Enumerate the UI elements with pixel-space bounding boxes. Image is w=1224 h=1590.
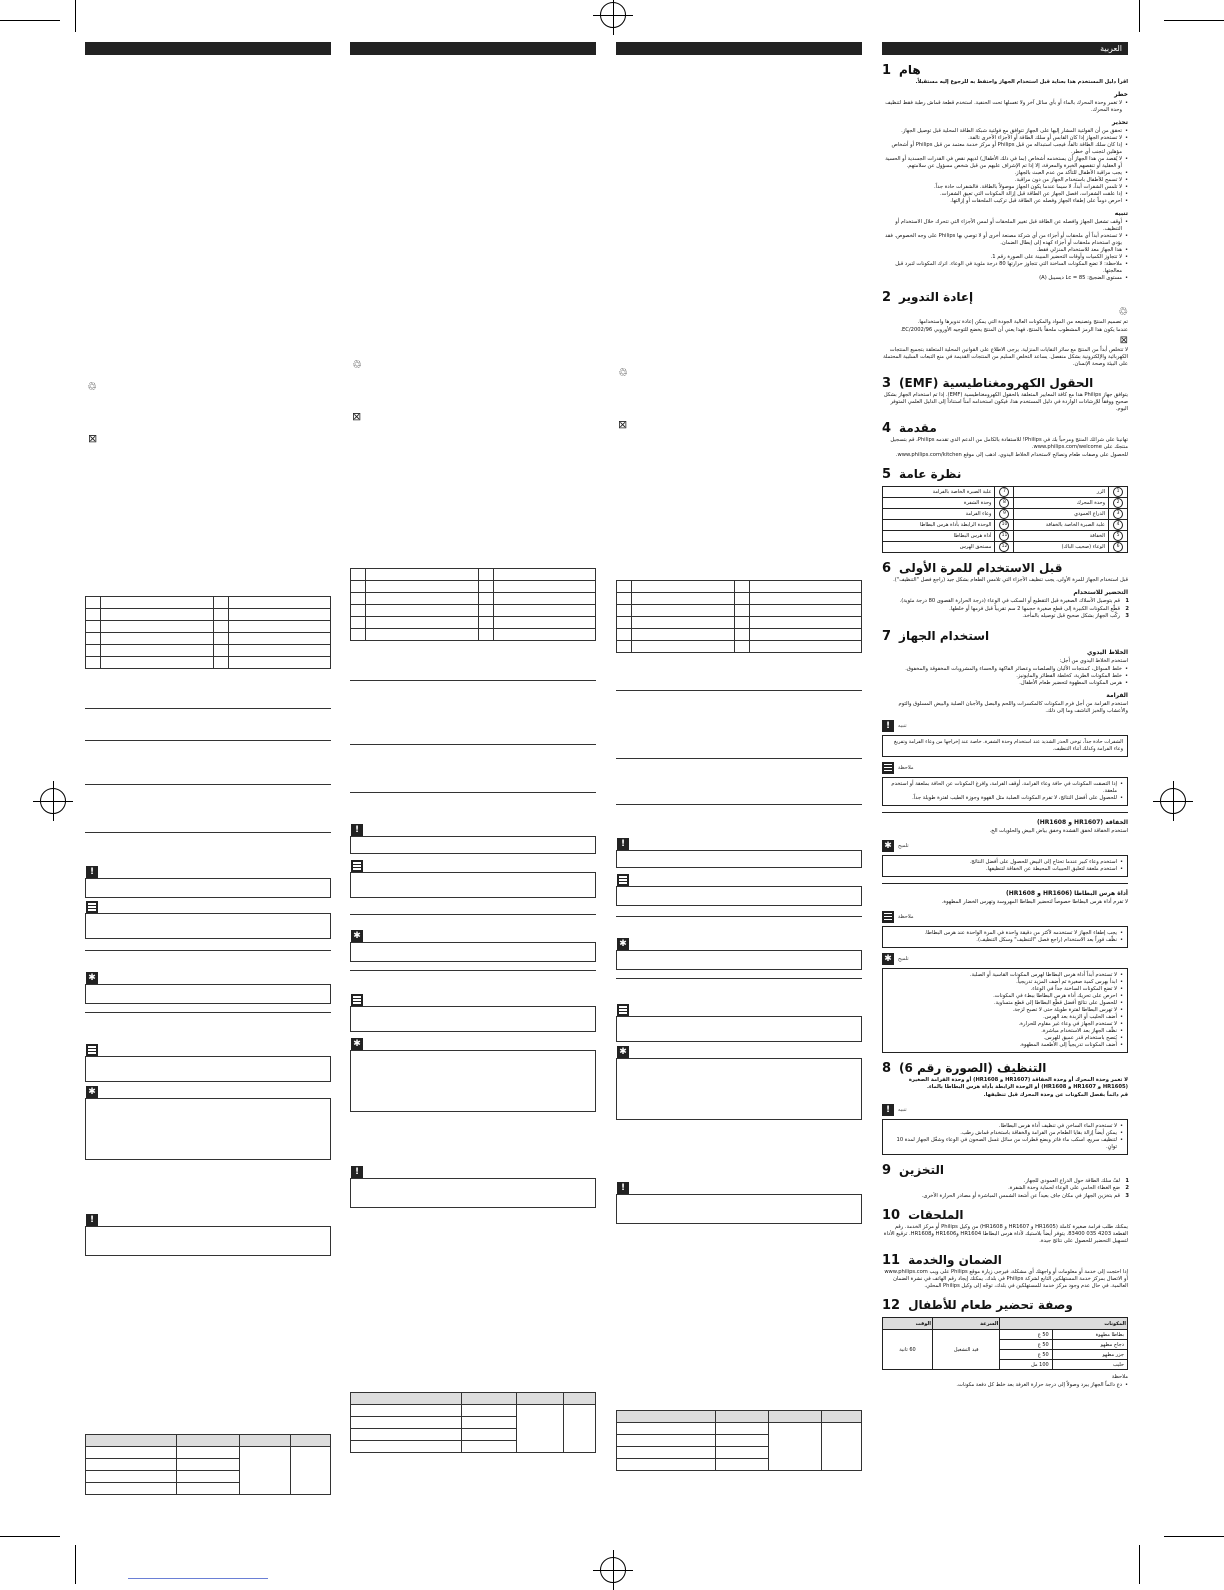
divider — [616, 978, 862, 979]
list-item: • احرص على تحريك أداة هرس البطاطا ببطء في المكونات. — [887, 993, 1117, 1000]
list-item — [882, 613, 1129, 621]
list-item: • خلط السوائل، كمنتجات الألبان والصلصات وعصائر الفاكهة والحساء والمشروبات المخفوقة والمخفوق. — [882, 666, 1122, 673]
part-number: 11 — [999, 531, 1009, 541]
tip-box-header — [882, 840, 1128, 852]
list-item: • يجب إطفاء الجهاز لا تستخدمه لأكثر من دقيقة واحدة في المرة الواحدة عند هرس البطاطا. — [887, 930, 1117, 937]
section-number: 3 — [882, 376, 892, 391]
speed-cell: قيد التشغيل — [932, 1330, 999, 1370]
section-12-heading — [882, 1298, 1128, 1313]
caution-box-placeholder — [85, 867, 331, 898]
tip-label: تلميح — [898, 955, 909, 962]
list-item: • للحصول على نتائج أفضل قطّع البطاطا إلى قطع متساوية. — [887, 1000, 1117, 1007]
part-number: 3 — [1113, 509, 1123, 519]
list-item: • استخدم وعاء كبير عندما تحتاج إلى البيض للحصول على أفضل النتائج. — [887, 859, 1117, 866]
part-number: 5 — [1113, 531, 1123, 541]
tip-box-header — [882, 953, 1128, 965]
section-number: 12 — [882, 1298, 901, 1313]
part-number: 4 — [1113, 520, 1123, 530]
wheelie-bin-icon: ⊠ — [88, 432, 98, 445]
note-icon — [86, 1044, 98, 1056]
list-item: • يُنصح باستخدام قدر عميق للهرس. — [887, 1035, 1117, 1042]
ingredient: بطاطا مطهوة — [1052, 1330, 1127, 1340]
part-name: الخفاقة — [1014, 531, 1109, 542]
crop-mark — [1139, 1545, 1140, 1584]
list-item: • هذا الجهاز معد للاستخدام المنزلي فقط. — [882, 247, 1122, 254]
crop-mark — [1164, 1536, 1224, 1537]
step-number: 1 — [1125, 598, 1129, 604]
crop-mark — [75, 0, 76, 32]
list-item — [882, 1192, 1129, 1201]
tip-icon: ✱ — [617, 1046, 629, 1058]
subheading: الخفاقة (HR1607 و HR1608) — [1037, 818, 1128, 826]
wheelie-bin-icon: ⊠ — [618, 418, 628, 431]
list-item: • أضف الحليب أو الزبدة بعد الهرس. — [887, 1014, 1117, 1021]
list-item: • إذا كان سلك الطاقة تالفاً، فيجب استبداله من قبل Philips أو مركز خدمة معتمد من قبل Philips أو أشخاص مؤهلين لتجنب أي خطر. — [882, 142, 1122, 156]
part-name: أداة هرس البطاطا — [883, 531, 995, 542]
section-8-heading — [882, 1061, 1128, 1076]
language-column-1 — [85, 42, 331, 1522]
note-label: ملاحظة — [898, 913, 914, 920]
warning-list — [882, 128, 1128, 205]
language-column-2 — [350, 42, 596, 1522]
recipe-table-placeholder — [616, 1410, 862, 1471]
list-item: • ابدأ بهرس كمية صغيرة ثم أضف المزيد تدريجياً. — [887, 979, 1117, 986]
section-7-heading — [882, 629, 1128, 644]
note-box-header — [882, 911, 1128, 923]
part-name: الوحدة الرابطة بأداة هرس البطاطا — [883, 520, 995, 531]
list-item: • لا تستخدم الجهاز في وعاء غير مقاوم للحرارة. — [887, 1021, 1117, 1028]
crop-mark — [75, 1545, 76, 1584]
section-number: 7 — [882, 628, 892, 644]
list-item: • خلط المكونات الطرية، كخلطة الفطائر والمايونيز. — [882, 673, 1122, 680]
paragraph: استخدم الفرامة من أجل فرم المكونات كالمكسرات واللحم والبصل والأجبان الصلبة والبيض المسلوق والثوم والأعشاب والخبز الناشف وما إلى ذلك. — [898, 700, 1128, 714]
part-number: 9 — [999, 509, 1009, 519]
section-title: إعادة التدوير — [899, 290, 974, 304]
divider — [85, 708, 331, 709]
caution-label: تنبيه — [898, 1106, 907, 1113]
time-cell: 60 ثانية — [883, 1330, 933, 1370]
section-6-heading — [882, 561, 1128, 576]
registration-mark — [600, 1557, 626, 1583]
section-2-heading — [882, 290, 1128, 305]
tip-box-placeholder — [350, 931, 596, 962]
divider — [350, 970, 596, 971]
list-item: • يجب مراقبة الأطفال للتأكد من عدم العبث بالجهاز. — [882, 170, 1122, 177]
table-row — [883, 531, 1128, 542]
subheading: أداة هرس البطاطا (HR1606 و HR1608) — [1005, 889, 1128, 897]
divider — [85, 950, 331, 951]
ingredient: دجاج مطهو — [1052, 1340, 1127, 1350]
list-item: • نظّف فوراً بعد الاستخدام (راجع فصل "التنظيف" وسكل التنظيف). — [887, 937, 1117, 944]
subheading: التحضير للاستخدام — [1073, 589, 1128, 596]
table-header-row — [883, 1318, 1128, 1330]
paragraph: استخدم الخلاط اليدوي من أجل: — [1059, 657, 1128, 664]
caution-box-header — [882, 720, 1128, 732]
divider — [350, 680, 596, 681]
note-list — [882, 1382, 1128, 1389]
section-title: قبل الاستخدام للمرة الأولى — [899, 561, 1063, 575]
section-title: التخزين — [899, 1162, 944, 1177]
section-9-heading — [882, 1163, 1128, 1178]
note-box-header — [882, 762, 1128, 774]
step-text: ضع الغطاء الحامي على الوعاء لحماية وحدة الشفرة. — [1008, 1185, 1120, 1191]
list-item: • لا تستخدم أبداً أداة هرس البطاطا لهرس المكونات القاسية أو الصلبة. — [887, 972, 1117, 979]
caution-box-placeholder — [616, 839, 862, 868]
tip-icon: ✱ — [882, 953, 894, 965]
tip-icon: ✱ — [351, 1038, 363, 1050]
table-row — [883, 487, 1128, 498]
usage-list — [882, 666, 1128, 687]
part-number: 7 — [999, 487, 1009, 497]
divider — [350, 744, 596, 745]
tip-box — [882, 968, 1128, 1053]
list-item: • أوقف تشغيل الجهاز وافصله عن الطاقة قبل تغيير الملحقات أو لمس الأجزاء التي تتحرك خلال الاستخدام أو التنظيف. — [882, 219, 1122, 233]
caution-box-placeholder — [350, 825, 596, 854]
divider — [85, 784, 331, 785]
note-box-placeholder — [350, 1006, 596, 1032]
divider — [85, 1012, 331, 1013]
recipe-table-placeholder — [350, 1392, 596, 1453]
list-item: • احرص دوماً على إطفاء الجهاز وفصله عن الطاقة قبل تركيب الملحقات أو إزالتها. — [882, 198, 1122, 205]
part-number: 1 — [1113, 487, 1123, 497]
column-header-bar — [85, 42, 331, 55]
caution-icon: ! — [882, 720, 894, 732]
list-item: • للحصول على أفضل النتائج، لا تفرم المكونات الصلبة مثل القهوة وجوزة الطيب لفترة طويلة جداً. — [887, 795, 1117, 802]
note-box-placeholder — [616, 886, 862, 906]
part-name: علبة الصبرة الخاصة بالخفاقة — [1014, 520, 1109, 531]
section-title: الملحقات — [908, 1208, 964, 1222]
tip-box-placeholder — [616, 1047, 862, 1120]
list-item: • لا تستخدم الجهاز إذا كان القابس أو سلك الطاقة أو الأجزاء الأخرى تالفة. — [882, 135, 1122, 142]
overview-table-placeholder — [85, 596, 331, 669]
list-item — [882, 605, 1129, 614]
paragraph: عندما يكون هذا الرمز المشطوب ملحقاً بالمنتج، فهذا يعني أن المنتج يخضع للتوجيه الأوروبي 2002/96/EC. — [900, 327, 1128, 333]
paragraph: لا تتخلص أبداً من المنتج مع سائر النفايات المنزلية. يرجى الاطلاع على القوانين المحلية المتعلقة بتجميع المنتجات الكهربائية والإلكترونية بشكل منفصل. يساعد التخلص السليم من المنتجات القديمة في منع التبعات السلبية المحتملة على البيئة وصحة الإنسان. — [883, 347, 1128, 367]
paragraph: قبل استخدام الجهاز للمرة الأولى، يجب تنظيف الأجزاء التي تلامس الطعام بشكل جيد (راجع فصل "التنظيف"). — [893, 577, 1128, 583]
divider — [882, 883, 1128, 884]
paragraph: قم دائماً بفصل المكونات عن وحدة المحرك قبل تنظيفها. — [983, 1091, 1128, 1098]
recycle-icon: ♲ — [352, 358, 362, 371]
note-icon — [882, 911, 894, 923]
tip-box-placeholder — [616, 939, 862, 970]
paragraph: إذا احتجت إلى خدمة أو معلومات أو واجهتك أي مشكلة، فيرجى زيارة موقع Philips على ويب www.philips.com أو الاتصال بمركز خدمة المستهلكين التابع لشركة Philips في بلدك. يمكنك إيجاد رقم الهاتف في نشرة الضمان العالمية. في حال عدم وجود مركز خدمة للمستهلكين في بلدك، توجّه إلى وكيل Philips المحلي. — [884, 1269, 1128, 1289]
list-item: • لا تهرس البطاطا لفترة طويلة حتى لا تصبح لزجة. — [887, 1007, 1117, 1014]
divider — [85, 832, 331, 833]
list-item: • لا يُقصد من هذا الجهاز أن يستخدمه أشخاص (بما في ذلك الأطفال) لديهم نقص في القدرات الجسدية أو الحسية أو العقلية أو تنقصهم الخبرة والمعرفة، إلا إذا تم الإشراف عليهم من قبل شخص مسؤول عن سلامتهم. — [882, 156, 1122, 170]
tip-icon: ✱ — [86, 1086, 98, 1098]
note-box-placeholder — [616, 1016, 862, 1042]
step-number: 1 — [1125, 1177, 1129, 1184]
note-label: ملاحظة — [898, 764, 914, 771]
part-name: الزر — [1014, 487, 1109, 498]
section-title: نظرة عامة — [899, 467, 962, 481]
column-header: المكونات — [1000, 1318, 1128, 1330]
caution-box — [882, 1119, 1128, 1155]
caution-icon: ! — [351, 1166, 363, 1178]
list-item: • أضف المكونات تدريجياً إلى الأطعمة المطهوة. — [887, 1042, 1117, 1049]
caution-icon: ! — [882, 1104, 894, 1116]
part-number: 2 — [1113, 498, 1123, 508]
ingredient: حليب — [1052, 1360, 1127, 1370]
caution-box-placeholder — [616, 1183, 862, 1224]
note-icon — [617, 874, 629, 886]
divider — [616, 804, 862, 805]
language-label: العربية — [1100, 44, 1122, 53]
language-column-3 — [616, 42, 862, 1522]
amount: 50 غ — [1000, 1330, 1052, 1340]
list-item: • هرس المكونات المطهوة لتحضير طعام الأطفال. — [882, 680, 1122, 687]
step-text: قم بتخزين الجهاز في مكان جاف بعيداً عن أشعة الشمس المباشرة أو مصادر الحرارة الأخرى. — [921, 1192, 1120, 1199]
crop-mark — [0, 1536, 60, 1537]
list-item: • تحقق من أن الفولتية المشار إليها على الجهاز تتوافق مع فولتية شبكة الطاقة المحلية قبل توصيل الجهاز. — [882, 128, 1122, 135]
wheelie-bin-icon: ⊠ — [352, 410, 362, 423]
note-box — [882, 777, 1128, 806]
danger-list — [882, 100, 1128, 114]
section-1-heading — [882, 63, 1128, 78]
tip-box-placeholder — [350, 1039, 596, 1112]
section-3-heading — [882, 376, 1128, 391]
warning-heading: تحذير — [1111, 119, 1128, 126]
part-number: 8 — [999, 498, 1009, 508]
recipe-table-placeholder — [85, 1434, 331, 1495]
tip-box-placeholder — [85, 973, 331, 1004]
tip-icon: ✱ — [351, 930, 363, 942]
overview-table-placeholder — [350, 568, 596, 641]
section-title: استخدام الجهاز — [899, 628, 990, 643]
list-item: • استخدم ملعقة لتعليق الحبيبات المحيطة عن الخفاقة لتنظيفها. — [887, 866, 1117, 873]
section-number: 6 — [882, 561, 892, 576]
part-name: الوعاء (صحيب الباك) — [1014, 542, 1109, 553]
part-number: 6 — [1113, 542, 1123, 552]
paragraph: لا تفرم أداة هرس البطاطا خصوصاً لتحضير البطاطا المهروسة وتهرس الخضار المطهوة. — [941, 898, 1128, 905]
column-header-bar — [616, 42, 862, 55]
note-box-placeholder — [85, 1056, 331, 1082]
overview-table-placeholder — [616, 580, 862, 653]
subheading: الخلاط اليدوي — [1087, 648, 1128, 656]
recycle-icon: ♲ — [87, 380, 97, 393]
list-item: • لتنظيف سريع، اسكب ماء فاتر وبضع قطرات من سائل غسل الصحون في الوعاء وشغّل الجهاز لمدة 10 ثوانٍ. — [887, 1137, 1117, 1151]
tip-label: تلميح — [898, 842, 909, 849]
step-number: 2 — [1125, 1185, 1129, 1191]
tip-box — [882, 855, 1128, 877]
list-item: • نظّف الجهاز بعد الاستخدام مباشرة. — [887, 1028, 1117, 1035]
list-item: • لا تستخدم الماء الساخن في تنظيف أداة هرس البطاطا. — [887, 1123, 1117, 1130]
tip-box-placeholder — [85, 1087, 331, 1160]
step-text: لفّ سلك الطاقة حول الذراع العمودي للجهاز. — [1023, 1177, 1120, 1184]
amount: 100 مل — [1000, 1360, 1052, 1370]
ingredient: جزر مطهو — [1052, 1350, 1127, 1360]
section-4-heading — [882, 421, 1128, 436]
section-title: التنظيف (الصورة رقم 6) — [899, 1060, 1047, 1075]
list-item: • يمكن أيضاً إزالة بقايا الطعام من الفرامة والخفاقة باستخدام قماش رطب. — [887, 1130, 1117, 1137]
wheelie-bin-icon: ⊠ — [1119, 335, 1128, 346]
section-number: 8 — [882, 1060, 892, 1076]
paragraph: استخدم الخفاقة لخفق القشدة وخفق بياض البيض والحلويات الخ. — [989, 827, 1128, 834]
step-text: ركّب الجهاز بشكل صحيح قبل توصيله بالمأخذ. — [1022, 613, 1120, 619]
caution-box-placeholder — [85, 1215, 331, 1256]
caution-icon: ! — [86, 866, 98, 878]
paragraph: تهانينا على شرائك المنتج ومرحباً بك في Philips! للاستفادة بالكامل من الدعم الذي تقدمه Philips، قم بتسجيل منتجك على www.philips.com/welcome. — [890, 437, 1128, 450]
paragraph: يمكنك طلب فرامة صغيرة كاملة (HR1605 و HR1607 و HR1608) من وكيل Philips أو مركز الخدمة. رقم القطعة 4203 035 83400. يتوفر أيضاً بلاستيك لأداة هرس البطاطا HR1604 وHR1606 وHR1608. ترقيع الأداة لتسهيل التحضير للحصول على نتائج جيدة. — [883, 1224, 1128, 1244]
divider — [85, 740, 331, 741]
crop-mark — [1164, 20, 1224, 21]
overview-table — [882, 486, 1128, 553]
section-title: الضمان والخدمة — [908, 1253, 1002, 1267]
list-item: • لا تلمس الشفرات أبداً، لا سيما عندما يكون الجهاز موصولاً بالطاقة. فالشفرات حادة جداً. — [882, 184, 1122, 191]
section-11-heading — [882, 1253, 1128, 1268]
recycle-icon: ♲ — [1118, 305, 1128, 318]
part-name: علبة الصبرة الخاصة بالفرامة — [883, 487, 995, 498]
tip-icon: ✱ — [617, 938, 629, 950]
list-item — [882, 1185, 1129, 1193]
paragraph: تم تصميم المنتج وتصنيعه من المواد والمكونات العالية الجودة التي يمكن إعادة تدويرها واستخدامها. — [917, 319, 1128, 325]
table-row — [883, 542, 1128, 553]
divider — [616, 916, 862, 917]
table-row — [883, 520, 1128, 531]
divider — [350, 914, 596, 915]
steps-list — [882, 598, 1128, 621]
column-header-bar — [350, 42, 596, 55]
table-row — [883, 498, 1128, 509]
caution-box-header — [882, 1104, 1128, 1116]
note-icon — [882, 762, 894, 774]
note-icon — [351, 994, 363, 1006]
caution-box: الشفرات حادة جداً، توخى الحذر الشديد عند استخدام وحدة الشفرة. خاصة عند إخراجها من وعاء الفرامة وتفريغ وعاء الفرامة وكذلك أثناء التنظيف. — [882, 735, 1128, 757]
part-name: الذراع العمودي — [1014, 509, 1109, 520]
section-title: هام — [899, 63, 921, 77]
section-title: الحقول الكهرومغناطيسية (EMF) — [899, 376, 1094, 390]
recipe-table — [882, 1317, 1128, 1370]
part-name: وحدة الشفرة — [883, 498, 995, 509]
section-5-heading — [882, 467, 1128, 482]
list-item: • مستوى الضجيج: Lc = 85 ديسيبل (A) — [882, 275, 1122, 282]
steps-list — [882, 1178, 1128, 1201]
note-box-placeholder — [350, 872, 596, 898]
list-item — [882, 1177, 1129, 1186]
section-number: 9 — [882, 1162, 892, 1178]
caution-icon: ! — [351, 824, 363, 836]
step-text: قم بتوصيل الأسلاك الصغيرة قبل التقطيع أو السكب في الوعاء (درجة الحرارة القصوى 80 درجة مئوية). — [899, 598, 1120, 604]
note-box — [882, 926, 1128, 948]
section-number: 5 — [882, 467, 892, 482]
registration-mark — [600, 2, 626, 28]
section-number: 2 — [882, 290, 892, 305]
recycle-icon: ♲ — [618, 366, 628, 379]
list-item: • لا تتجاوز الكميات وأوقات التحضير المبينة على الصورة رقم 1. — [882, 254, 1122, 261]
part-number: 12 — [999, 542, 1009, 552]
caution-heading: تنبيه — [1114, 210, 1128, 217]
section-number: 11 — [882, 1253, 901, 1268]
crop-mark — [0, 20, 60, 21]
part-number: 10 — [999, 520, 1009, 530]
section-number: 10 — [882, 1208, 901, 1223]
subheading: الفرامة — [1106, 691, 1128, 699]
section-title: مقدمة — [899, 421, 937, 435]
step-number: 3 — [1125, 1192, 1129, 1199]
list-item: • دع دائماً الجهاز يبرد وصولاً إلى درجة حرارة الغرفة بعد خلط كل دفعة مكونات. — [882, 1382, 1122, 1389]
crop-mark — [1139, 0, 1140, 32]
caution-box-placeholder — [350, 1167, 596, 1208]
step-number: 2 — [1125, 605, 1129, 612]
note-icon — [86, 901, 98, 913]
danger-heading: خطر — [1114, 91, 1128, 98]
note-heading: ملاحظة — [1111, 1374, 1128, 1380]
list-item: • لا تغمر وحدة المحرك بالماء أو بأي سائل آخر ولا تغسلها تحت الحنفية. استخدم قطعة قماش رطبة فقط لتنظيف وحدة المحرك. — [882, 100, 1122, 114]
list-item — [882, 598, 1129, 606]
list-item: • لا تستخدم أبداً أي ملحقات أو أجزاء من أي شركة مصنعة أخرى أو لا توصي بها Philips على وجه الخصوص. فقد يؤدي استخدام ملحقات أو أجزاء كهذه إلى إبطال الضمان. — [882, 233, 1122, 247]
divider — [350, 792, 596, 793]
table-row — [883, 509, 1128, 520]
step-text: قطّع المكونات الكبيرة إلى قطع صغيرة حجمها 2 سم تقريباً قبل فرمها أو خلطها. — [949, 605, 1120, 612]
divider — [882, 812, 1128, 813]
amount: 50 غ — [1000, 1350, 1052, 1360]
section-title: وصفة تحضير طعام للأطفال — [908, 1298, 1073, 1312]
registration-mark — [1160, 788, 1186, 814]
crop-mark — [128, 1578, 268, 1579]
section-number: 4 — [882, 421, 892, 436]
part-name: وعاء الفرامة — [883, 509, 995, 520]
caution-icon: ! — [86, 1214, 98, 1226]
part-name: وحدة المحرك — [1014, 498, 1109, 509]
tip-icon: ✱ — [86, 972, 98, 984]
tip-icon: ✱ — [882, 840, 894, 852]
registration-mark — [40, 788, 66, 814]
intro-text: اقرأ دليل المستخدم هذا بعناية قبل استخدام الجهاز واحتفظ به للرجوع إليه مستقبلاً. — [915, 79, 1128, 85]
divider — [616, 690, 862, 691]
caution-icon: ! — [617, 1182, 629, 1194]
list-item: • إذا التصقت المكونات في حافة وعاء الفرامة، أوقف الفرامة، وافرغ المكونات عن الحافة بملعقة أو استخدم ملعقة. — [887, 781, 1117, 795]
list-item: • لا تسمح للأطفال باستخدام الجهاز من دون مراقبة. — [882, 177, 1122, 184]
paragraph: للحصول على وصفات طعام ونصائح لاستخدام الخلاط اليدوي، اذهب إلى موقع www.philips.com/kitchen. — [895, 452, 1128, 458]
paragraph: يتوافق جهاز Philips هذا مع كافة المعايير المتعلقة بالحقول الكهرومغناطيسية (EMF). إذا تم استخدام الجهاز بشكل صحيح ووفقاً للإرشادات الواردة في دليل المستخدم هذا، فيكون استخدامه آمناً استناداً إلى الدليل العلمي المتوفر اليوم. — [883, 392, 1128, 412]
paragraph: لا تغمر وحدة المحرك أو وحدة الخفاقة (HR1607 و HR1608) أو وحدة الفرامة الصغيرة (HR1605 و HR1607 و HR1608) أو الوحدة الرابطة بأداة هرس البطاطا بالماء. — [908, 1076, 1128, 1090]
column-header: السرعة — [932, 1318, 999, 1330]
arabic-column — [882, 42, 1128, 1522]
caution-label: تنبيه — [898, 722, 907, 729]
table-row — [883, 1330, 1128, 1340]
column-header: الوقت — [883, 1318, 933, 1330]
step-number: 3 — [1125, 613, 1129, 619]
divider — [616, 758, 862, 759]
caution-list — [882, 219, 1128, 282]
column-header-bar — [882, 42, 1128, 55]
amount: 50 غ — [1000, 1340, 1052, 1350]
list-item: • لا تضع المكونات الساخنة جداً في الوعاء. — [887, 986, 1117, 993]
list-item: • ملاحظة: لا تضع المكونات الساخنة التي تتجاوز حرارتها 80 درجة مئوية في الوعاء. اترك المكونات لتبرد قبل معالجتها. — [882, 261, 1122, 275]
note-icon — [617, 1004, 629, 1016]
note-box-placeholder — [85, 913, 331, 939]
caution-icon: ! — [617, 838, 629, 850]
list-item: • إذا علقت الشفرات، افصل الجهاز عن الطاقة قبل إزالة المكونات التي تعيق الشفرات. — [882, 191, 1122, 198]
section-10-heading — [882, 1208, 1128, 1223]
note-icon — [351, 860, 363, 872]
section-number: 1 — [882, 63, 892, 78]
part-name: مستحق الهرس — [883, 542, 995, 553]
